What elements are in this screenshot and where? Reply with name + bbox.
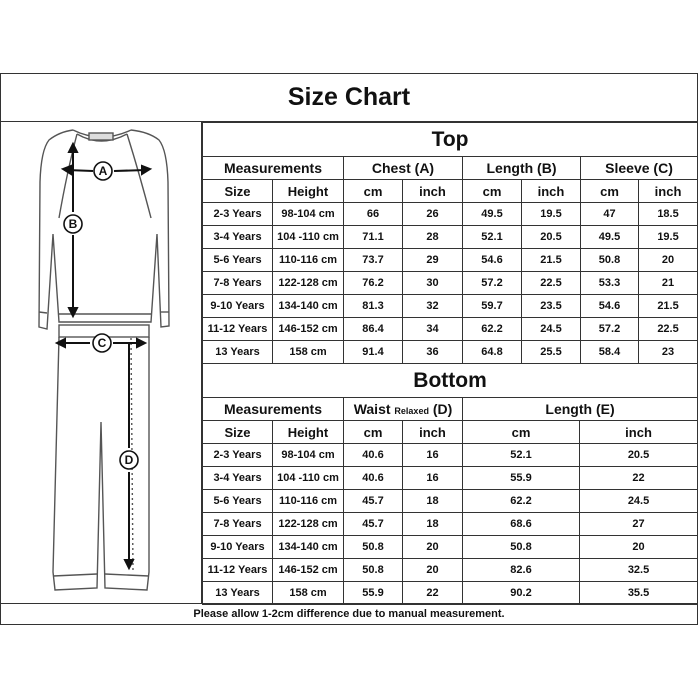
table-cell: 36 xyxy=(403,341,463,364)
table-cell: 52.1 xyxy=(463,444,580,467)
table-cell: 66 xyxy=(344,203,403,226)
table-cell: 86.4 xyxy=(344,318,403,341)
bottom-header-length: Length (E) xyxy=(463,398,698,421)
table-cell: 45.7 xyxy=(344,490,403,513)
table-cell: 54.6 xyxy=(463,249,522,272)
table-cell: 13 Years xyxy=(203,582,273,605)
table-cell: 7-8 Years xyxy=(203,513,273,536)
table-cell: 49.5 xyxy=(463,203,522,226)
table-cell: 22.5 xyxy=(522,272,581,295)
table-row xyxy=(203,490,698,513)
table-row xyxy=(203,203,698,226)
table-cell: 18 xyxy=(403,490,463,513)
table-row xyxy=(203,559,698,582)
table-cell: 54.6 xyxy=(581,295,639,318)
table-cell: 20.5 xyxy=(580,444,698,467)
table-cell: 20 xyxy=(403,536,463,559)
pajama-outline-icon xyxy=(1,122,201,603)
bottom-sub-height: Height xyxy=(273,421,344,444)
table-cell: 9-10 Years xyxy=(203,536,273,559)
table-cell: 73.7 xyxy=(344,249,403,272)
bottom-size-table xyxy=(202,363,698,605)
table-cell: 62.2 xyxy=(463,490,580,513)
waist-letter: (D) xyxy=(432,401,453,417)
table-cell: 20 xyxy=(580,536,698,559)
table-cell: 122-128 cm xyxy=(273,513,344,536)
table-cell: 110-116 cm xyxy=(273,490,344,513)
table-cell: 16 xyxy=(403,467,463,490)
table-cell: 22.5 xyxy=(639,318,698,341)
top-sub-sleeve-cm: cm xyxy=(581,180,639,203)
table-cell: 11-12 Years xyxy=(203,559,273,582)
table-cell: 146-152 cm xyxy=(273,318,344,341)
table-cell: 21.5 xyxy=(522,249,581,272)
top-subheader-row xyxy=(203,180,698,203)
table-cell: 21.5 xyxy=(639,295,698,318)
top-size-table xyxy=(202,122,698,364)
table-cell: 52.1 xyxy=(463,226,522,249)
top-header-measurements: Measurements xyxy=(203,157,344,180)
table-cell: 57.2 xyxy=(581,318,639,341)
top-sub-chest-inch: inch xyxy=(403,180,463,203)
table-row xyxy=(203,444,698,467)
table-cell: 18.5 xyxy=(639,203,698,226)
table-cell: 19.5 xyxy=(522,203,581,226)
table-cell: 5-6 Years xyxy=(203,249,273,272)
table-cell: 25.5 xyxy=(522,341,581,364)
table-row xyxy=(203,249,698,272)
table-cell: 40.6 xyxy=(344,444,403,467)
table-row xyxy=(203,295,698,318)
bottom-subheader-row xyxy=(203,421,698,444)
table-cell: 122-128 cm xyxy=(273,272,344,295)
table-row xyxy=(203,341,698,364)
table-cell: 81.3 xyxy=(344,295,403,318)
table-cell: 18 xyxy=(403,513,463,536)
top-sub-length-inch: inch xyxy=(522,180,581,203)
table-cell: 55.9 xyxy=(463,467,580,490)
table-cell: 98-104 cm xyxy=(273,203,344,226)
table-cell: 82.6 xyxy=(463,559,580,582)
top-section-title: Top xyxy=(203,123,698,157)
table-cell: 50.8 xyxy=(344,559,403,582)
bottom-sub-length-cm: cm xyxy=(463,421,580,444)
table-cell: 19.5 xyxy=(639,226,698,249)
table-cell: 50.8 xyxy=(463,536,580,559)
table-cell: 40.6 xyxy=(344,467,403,490)
bottom-sub-waist-cm: cm xyxy=(344,421,403,444)
table-cell: 9-10 Years xyxy=(203,295,273,318)
bottom-section-title: Bottom xyxy=(203,364,698,398)
table-cell: 146-152 cm xyxy=(273,559,344,582)
marker-b: B xyxy=(68,217,78,231)
table-cell: 134-140 cm xyxy=(273,295,344,318)
table-cell: 7-8 Years xyxy=(203,272,273,295)
bottom-header-waist xyxy=(344,398,463,421)
bottom-header-measurements: Measurements xyxy=(203,398,344,421)
table-cell: 5-6 Years xyxy=(203,490,273,513)
table-cell: 21 xyxy=(639,272,698,295)
table-cell: 32.5 xyxy=(580,559,698,582)
table-row xyxy=(203,318,698,341)
table-cell: 104 -110 cm xyxy=(273,467,344,490)
table-cell: 90.2 xyxy=(463,582,580,605)
table-cell: 30 xyxy=(403,272,463,295)
table-cell: 49.5 xyxy=(581,226,639,249)
table-row xyxy=(203,272,698,295)
table-cell: 23.5 xyxy=(522,295,581,318)
table-cell: 55.9 xyxy=(344,582,403,605)
size-tables xyxy=(202,122,697,605)
bottom-sub-waist-inch: inch xyxy=(403,421,463,444)
page-title: Size Chart xyxy=(0,73,698,122)
table-cell: 50.8 xyxy=(344,536,403,559)
table-row xyxy=(203,513,698,536)
table-row xyxy=(203,582,698,605)
table-cell: 64.8 xyxy=(463,341,522,364)
top-header-chest: Chest (A) xyxy=(344,157,463,180)
table-row xyxy=(203,226,698,249)
table-row xyxy=(203,467,698,490)
bottom-sub-size: Size xyxy=(203,421,273,444)
table-cell: 47 xyxy=(581,203,639,226)
top-sub-size: Size xyxy=(203,180,273,203)
marker-d: D xyxy=(124,453,134,467)
table-cell: 3-4 Years xyxy=(203,467,273,490)
top-sub-sleeve-inch: inch xyxy=(639,180,698,203)
table-cell: 76.2 xyxy=(344,272,403,295)
table-cell: 3-4 Years xyxy=(203,226,273,249)
table-cell: 34 xyxy=(403,318,463,341)
table-cell: 98-104 cm xyxy=(273,444,344,467)
table-cell: 32 xyxy=(403,295,463,318)
table-cell: 22 xyxy=(580,467,698,490)
table-cell: 26 xyxy=(403,203,463,226)
table-cell: 35.5 xyxy=(580,582,698,605)
table-cell: 158 cm xyxy=(273,341,344,364)
measurement-note: Please allow 1-2cm difference due to manual measurement. xyxy=(0,603,698,625)
table-cell: 68.6 xyxy=(463,513,580,536)
table-cell: 58.4 xyxy=(581,341,639,364)
table-cell: 11-12 Years xyxy=(203,318,273,341)
table-cell: 28 xyxy=(403,226,463,249)
table-cell: 23 xyxy=(639,341,698,364)
table-cell: 50.8 xyxy=(581,249,639,272)
top-sub-length-cm: cm xyxy=(463,180,522,203)
table-cell: 24.5 xyxy=(522,318,581,341)
table-cell: 20 xyxy=(403,559,463,582)
table-row xyxy=(203,536,698,559)
table-cell: 62.2 xyxy=(463,318,522,341)
table-cell: 22 xyxy=(403,582,463,605)
table-cell: 53.3 xyxy=(581,272,639,295)
top-header-length: Length (B) xyxy=(463,157,581,180)
marker-a: A xyxy=(98,164,108,178)
table-cell: 91.4 xyxy=(344,341,403,364)
table-cell: 2-3 Years xyxy=(203,444,273,467)
table-cell: 59.7 xyxy=(463,295,522,318)
waist-relaxed-label: Relaxed xyxy=(394,406,429,416)
table-cell: 57.2 xyxy=(463,272,522,295)
table-cell: 27 xyxy=(580,513,698,536)
table-cell: 13 Years xyxy=(203,341,273,364)
table-cell: 24.5 xyxy=(580,490,698,513)
top-sub-height: Height xyxy=(273,180,344,203)
table-cell: 71.1 xyxy=(344,226,403,249)
table-cell: 29 xyxy=(403,249,463,272)
top-sub-chest-cm: cm xyxy=(344,180,403,203)
table-cell: 110-116 cm xyxy=(273,249,344,272)
bottom-sub-length-inch: inch xyxy=(580,421,698,444)
table-cell: 158 cm xyxy=(273,582,344,605)
table-cell: 16 xyxy=(403,444,463,467)
top-header-sleeve: Sleeve (C) xyxy=(581,157,698,180)
marker-c: C xyxy=(97,336,107,350)
table-cell: 20 xyxy=(639,249,698,272)
table-cell: 45.7 xyxy=(344,513,403,536)
table-cell: 104 -110 cm xyxy=(273,226,344,249)
waist-label: Waist xyxy=(353,401,391,417)
table-cell: 2-3 Years xyxy=(203,203,273,226)
garment-illustration xyxy=(1,122,202,603)
table-cell: 20.5 xyxy=(522,226,581,249)
table-cell: 134-140 cm xyxy=(273,536,344,559)
